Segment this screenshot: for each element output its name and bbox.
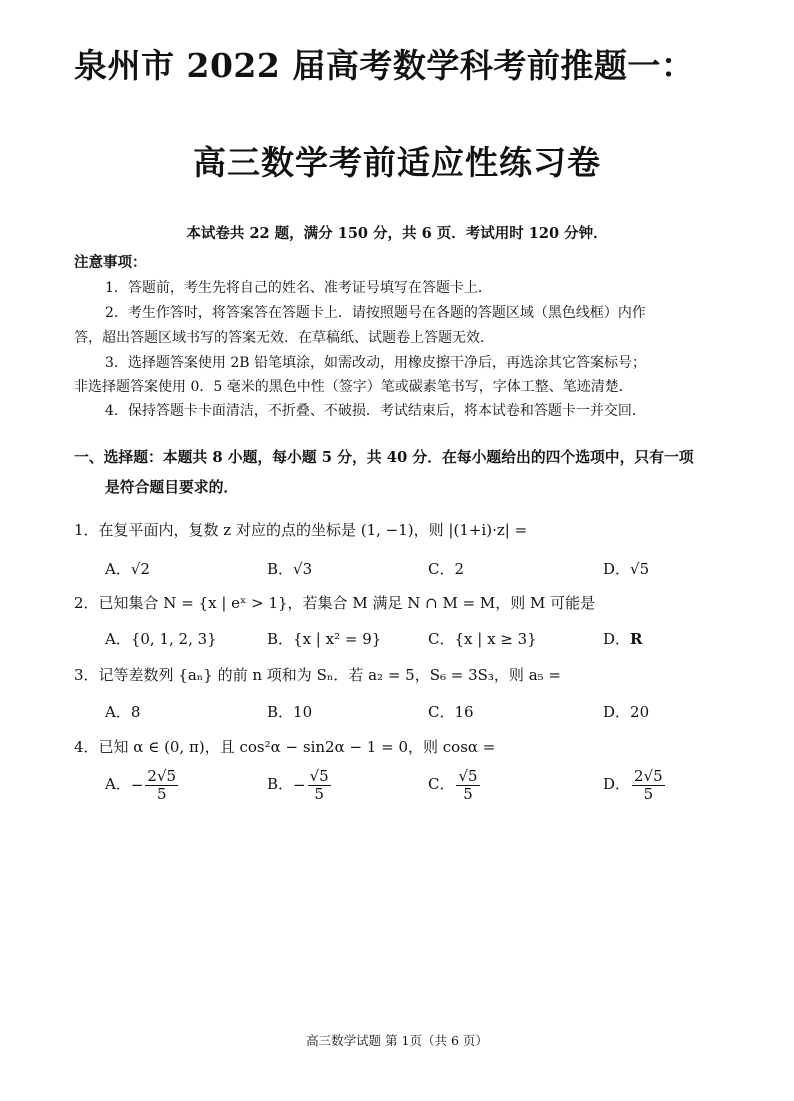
page-footer: 高三数学试题 第 1页（共 6 页）	[306, 1033, 488, 1048]
option-b: B．10	[267, 703, 313, 721]
notice-line: 2．考生作答时，将答案答在答题卡上．请按照题号在各题的答题区域（黑色线框）内作	[105, 305, 646, 321]
section-heading: 一、选择题：本题共 8 小题，每小题 5 分，共 40 分．在每小题给出的四个选项中，只有一项	[74, 449, 694, 466]
notice-line: 答，超出答题区域书写的答案无效．在草稿纸、试题卷上答题无效．	[74, 330, 494, 346]
exam-title: 泉州市 2022 届高考数学科考前推题一：	[74, 46, 695, 85]
option-c: C．2	[428, 560, 465, 578]
option-a: A．{0, 1, 2, 3}	[105, 630, 217, 648]
notice-heading: 注意事项：	[74, 254, 147, 271]
option-b: B．{x | x² = 9}	[267, 630, 382, 648]
question-stem: 4．已知 α ∈ (0, π)，且 cos²α − sin2α − 1 = 0，则 cosα =	[74, 738, 496, 756]
notice-line: 3．选择题答案使用 2B 铅笔填涂，如需改动，用橡皮擦干净后，再选涂其它答案标号；	[105, 355, 647, 371]
exam-summary: 本试卷共 22 题，满分 150 分，共 6 页．考试用时 120 分钟．	[186, 225, 608, 242]
question-stem: 1．在复平面内，复数 z 对应的点的坐标是 (1, −1)，则 |(1+i)·z| =	[74, 521, 528, 539]
option-d: D．R	[603, 630, 643, 648]
question-stem: 3．记等差数列 {aₙ} 的前 n 项和为 Sₙ．若 a₂ = 5，S₆ = 3S₃，则 a₅ =	[74, 666, 561, 684]
option-b: B．√3	[267, 560, 313, 578]
option-c: C． $\frac{√5}{5}$	[428, 767, 478, 803]
notice-line: 4．保持答题卡卡面清洁，不折叠、不破损．考试结束后，将本试卷和答题卡一并交回．	[105, 403, 646, 419]
option-d: D．√5	[603, 560, 650, 578]
option-d: D． $\frac{2√5}{5}$	[603, 767, 663, 803]
option-a: A．√2	[105, 560, 150, 578]
section-heading-cont: 是符合题目要求的．	[105, 479, 239, 496]
option-d: D．20	[603, 703, 650, 721]
option-a: A．− $\frac{2√5}{5}$	[105, 767, 177, 803]
option-a: A．8	[105, 703, 141, 721]
notice-line: 1．答题前，考生先将自己的姓名、准考证号填写在答题卡上．	[105, 280, 492, 296]
option-c: C．16	[428, 703, 474, 721]
notice-line: 非选择题答案使用 0．5 毫米的黑色中性（签字）笔或碳素笔书写，字体工整、笔迹清楚．	[74, 379, 633, 395]
question-stem: 2．已知集合 N = {x | eˣ > 1}，若集合 M 满足 N ∩ M = M，则 M 可能是	[74, 594, 596, 612]
exam-subtitle: 高三数学考前适应性练习卷	[193, 143, 601, 182]
option-c: C．{x | x ≥ 3}	[428, 630, 537, 648]
option-b: B．− $\frac{√5}{5}$	[267, 767, 329, 803]
